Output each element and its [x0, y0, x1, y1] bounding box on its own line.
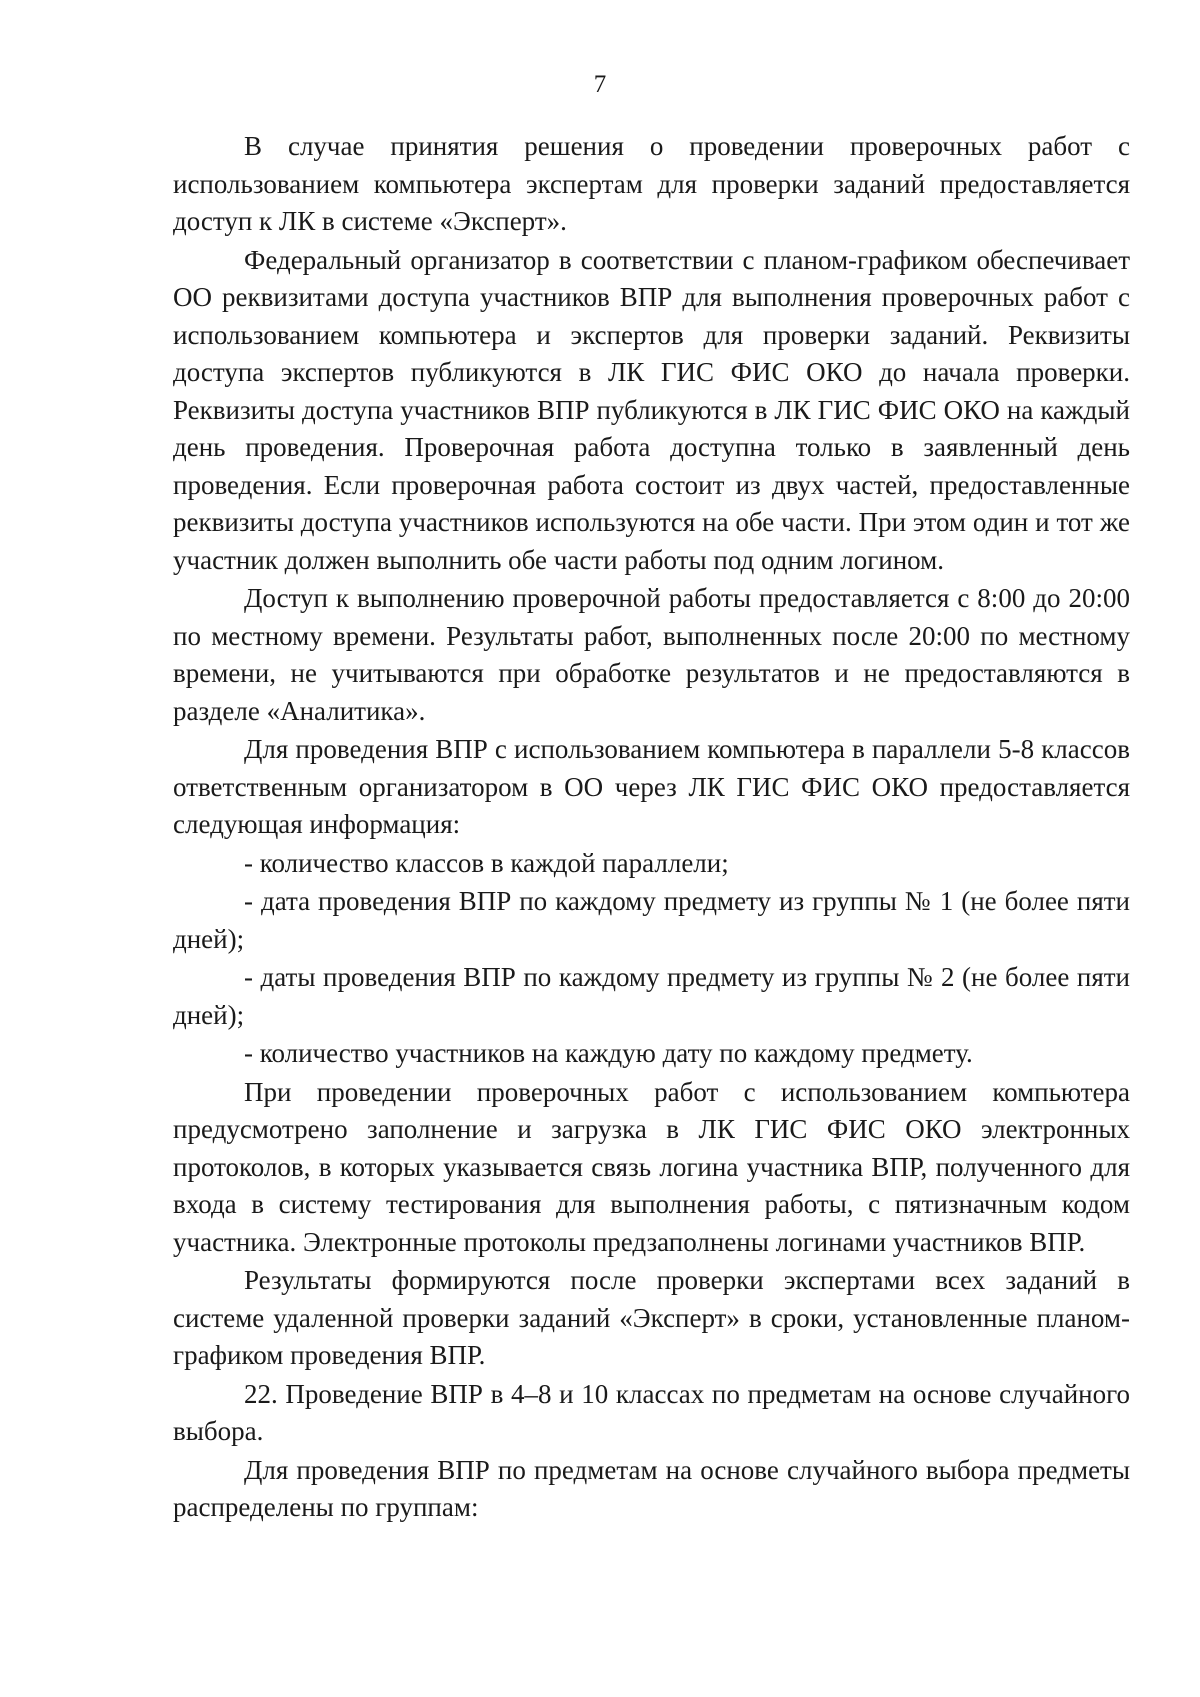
paragraph-federal-organizer: Федеральный организатор в соответствии с планом-графиком обеспечивает ОО реквизитами доступа участников ВПР для выполнения проверочных работ с использованием компьютера и экспертов для проверки заданий. Реквизиты доступа экспертов публикуются в ЛК ГИС ФИС ОКО до начала проверки. Реквизиты доступа участников ВПР публикуются в ЛК ГИС ФИС ОКО на каждый день проведения. Проверочная работа доступна только в заявленный день проведения. Если проверочная работа состоит из двух частей, предоставленные реквизиты доступа участников используются на обе части. При этом один и тот же участник должен выполнить обе части работы под одним логином. — [173, 244, 1130, 575]
document-body — [173, 128, 1130, 1527]
paragraph-access-time: Доступ к выполнению проверочной работы предоставляется с 8:00 до 20:00 по местному времени. Результаты работ, выполненных после 20:00 по местному времени, не учитываются при обработке результатов и не предоставляются в разделе «Аналитика». — [173, 583, 1130, 726]
paragraph-expert-access: В случае принятия решения о проведении проверочных работ с использованием компьютера экспертам для проверки заданий предоставляется доступ к ЛК в системе «Эксперт». — [173, 131, 1130, 236]
list-item-group2-dates: - даты проведения ВПР по каждому предмету из группы № 2 (не более пяти дней); — [173, 962, 1130, 1030]
paragraph-electronic-protocols: При проведении проверочных работ с использованием компьютера предусмотрено заполнение и загрузка в ЛК ГИС ФИС ОКО электронных протоколов, в которых указывается связь логина участника ВПР, полученного для входа в систему тестирования для выполнения работы, с пятизначным кодом участника. Электронные протоколы предзаполнены логинами участников ВПР. — [173, 1076, 1130, 1257]
paragraph-results: Результаты формируются после проверки экспертами всех заданий в системе удаленной проверки заданий «Эксперт» в сроки, установленные планом-графиком проведения ВПР. — [173, 1265, 1130, 1370]
list-item-group1-date: - дата проведения ВПР по каждому предмету из группы № 1 (не более пяти дней); — [173, 886, 1130, 954]
page-number: 7 — [593, 71, 607, 98]
paragraph-section-22: 22. Проведение ВПР в 4–8 и 10 классах по предметам на основе случайного выбора. — [173, 1378, 1130, 1446]
paragraph-info-provided: Для проведения ВПР с использованием компьютера в параллели 5-8 классов ответственным организатором в ОО через ЛК ГИС ФИС ОКО предоставляется следующая информация: — [173, 734, 1130, 839]
list-item-classes-count: - количество классов в каждой параллели; — [244, 847, 729, 878]
list-item-participants-count: - количество участников на каждую дату по каждому предмету. — [244, 1038, 973, 1068]
paragraph-subject-groups: Для проведения ВПР по предметам на основе случайного выбора предметы распределены по группам: — [173, 1454, 1130, 1522]
